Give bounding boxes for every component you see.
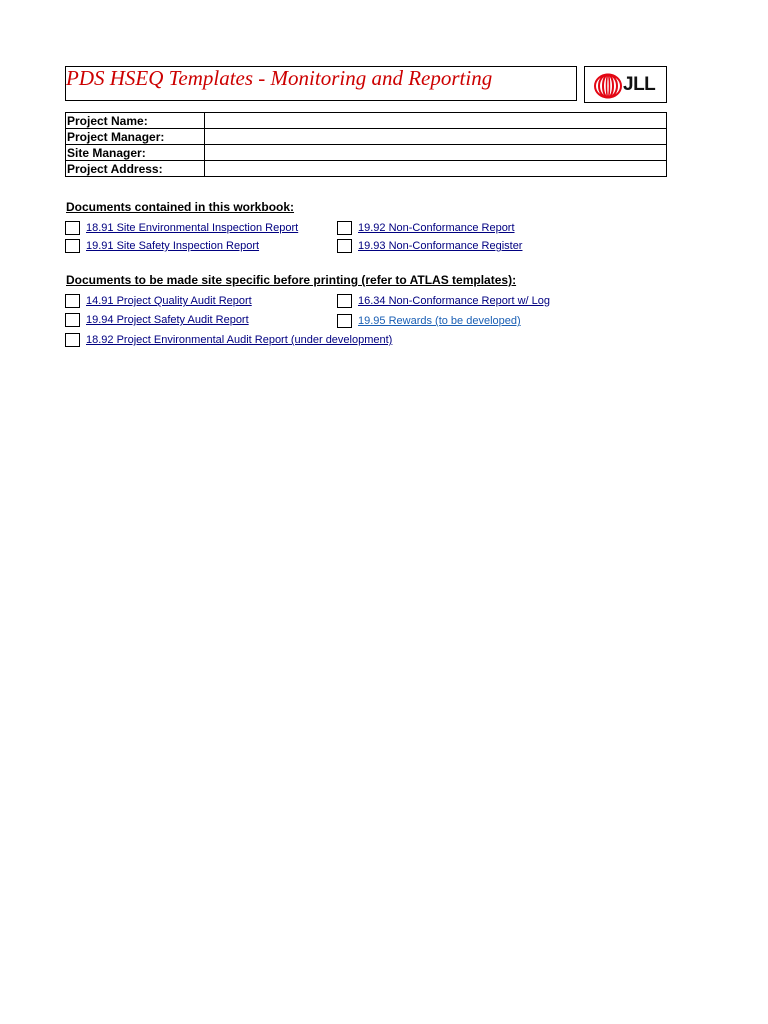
doc-link-19-93[interactable]: 19.93 Non-Conformance Register <box>358 240 523 252</box>
checkbox[interactable] <box>337 239 352 253</box>
doc-link-19-91[interactable]: 19.91 Site Safety Inspection Report <box>86 240 260 252</box>
doc-link-18-91[interactable]: 18.91 Site Environmental Inspection Report <box>86 222 299 234</box>
checkbox[interactable] <box>337 314 352 328</box>
project-name-field[interactable] <box>205 113 667 129</box>
checkbox[interactable] <box>337 221 352 235</box>
workbook-section-heading: Documents contained in this workbook: <box>66 200 295 214</box>
table-row <box>66 113 667 129</box>
title-box <box>65 66 577 101</box>
checkbox[interactable] <box>65 221 80 235</box>
doc-link-14-91[interactable]: 14.91 Project Quality Audit Report <box>86 295 252 307</box>
project-name-label: Project Name: <box>66 113 205 129</box>
checkbox[interactable] <box>65 333 80 347</box>
doc-link-18-92[interactable]: 18.92 Project Environmental Audit Report (under development) <box>86 334 393 346</box>
table-row <box>66 161 667 177</box>
page-title: PDS HSEQ Templates - Monitoring and Reporting <box>66 66 493 90</box>
site-manager-field[interactable] <box>205 145 667 161</box>
checkbox[interactable] <box>65 239 80 253</box>
project-manager-field[interactable] <box>205 129 667 145</box>
checkbox[interactable] <box>337 294 352 308</box>
doc-link-19-95[interactable]: 19.95 Rewards (to be developed) <box>358 315 521 327</box>
project-address-label: Project Address: <box>66 161 205 177</box>
doc-link-19-92[interactable]: 19.92 Non-Conformance Report <box>358 222 515 234</box>
logo-text: JLL <box>623 74 656 95</box>
project-info-table <box>65 112 667 177</box>
doc-link-16-34[interactable]: 16.34 Non-Conformance Report w/ Log <box>358 295 550 307</box>
table-row <box>66 129 667 145</box>
project-address-field[interactable] <box>205 161 667 177</box>
site-manager-label: Site Manager: <box>66 145 205 161</box>
logo <box>584 66 667 103</box>
site-specific-section-heading: Documents to be made site specific before printing (refer to ATLAS templates): <box>66 273 517 287</box>
checkbox[interactable] <box>65 294 80 308</box>
jll-logo-icon <box>593 73 623 99</box>
table-row <box>66 145 667 161</box>
project-manager-label: Project Manager: <box>66 129 205 145</box>
doc-link-19-94[interactable]: 19.94 Project Safety Audit Report <box>86 314 249 326</box>
checkbox[interactable] <box>65 313 80 327</box>
